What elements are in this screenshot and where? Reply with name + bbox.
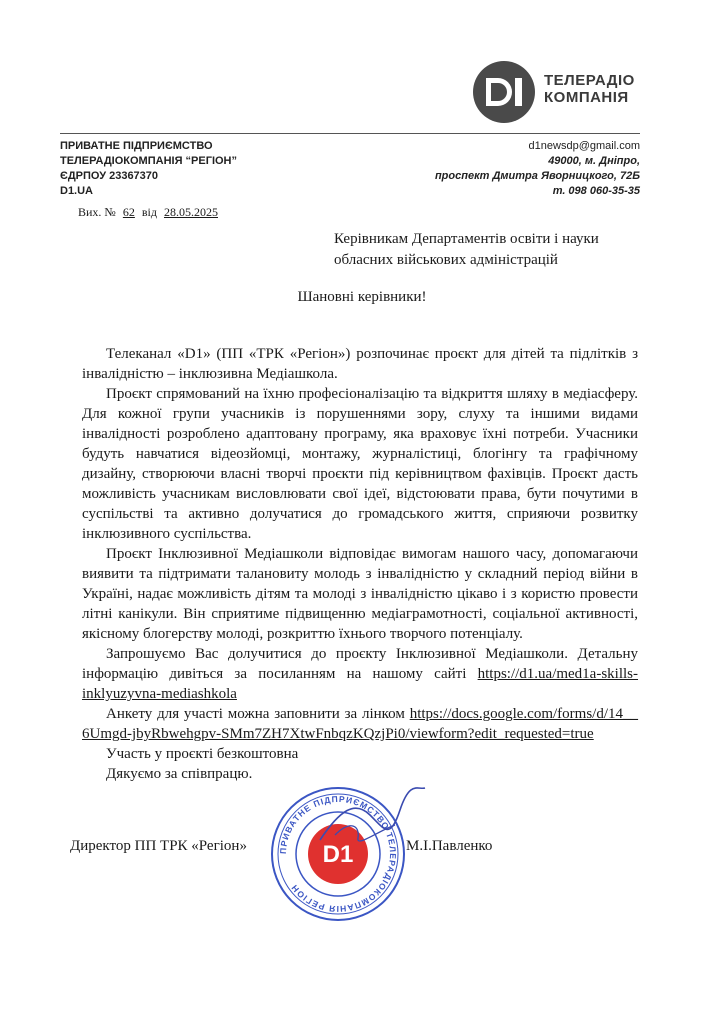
- paragraph-6: Участь у проєкті безкоштовна: [106, 746, 299, 762]
- contact-email[interactable]: d1newsdp@gmail.com: [528, 140, 640, 152]
- paragraph-4-text: Запрошуємо Вас долучитися до проєкту Інклюзивної Медіашколи. Детальну інформацію дивіться за посиланням на нашому сайті: [82, 646, 638, 682]
- website-link[interactable]: https://d1.ua/med1a-skills-inklyuzyvna-mediashkola: [82, 666, 639, 702]
- paragraph-5-text: Анкету для участі можна заповнити за лінком: [106, 706, 405, 722]
- company-edrpou: ЄДРПОУ 23367370: [60, 170, 159, 182]
- d1-logo-icon: [472, 60, 536, 124]
- company-logo: [472, 60, 652, 124]
- form-link[interactable]: https://docs.google.com/forms/d/14__6Umgd-jbyRbwehgpv-SMm7ZH7XtwFnbqzKQzjPi0/viewform?edit_requested=true: [82, 706, 639, 742]
- paragraph-7: Дякуємо за співпрацю.: [106, 766, 253, 782]
- letter-body: [82, 344, 638, 784]
- addressee-line-2: обласних військових адміністрацій: [334, 252, 558, 268]
- greeting: Шановні керівники!: [297, 289, 427, 305]
- contact-phone: т. 098 060-35-35: [552, 185, 640, 197]
- logo-line-2: КОМПАНІЯ: [544, 89, 629, 106]
- company-name: ТЕЛЕРАДІОКОМПАНІЯ “РЕГІОН”: [60, 155, 237, 167]
- outgoing-label: Вих. №: [78, 205, 116, 219]
- company-site: D1.UA: [60, 185, 94, 197]
- stamp-ring-text: ПРИВАТНЕ ПІДПРИЄМСТВО ТЕЛЕРАДІОКОМПАНІЯ РЕГІОН: [277, 793, 399, 915]
- header-divider: [60, 133, 640, 134]
- company-requisites: [60, 139, 237, 199]
- contact-city: 49000, м. Дніпро,: [548, 155, 640, 167]
- paragraph-5: [82, 704, 638, 744]
- paragraph-3: Проєкт Інклюзивної Медіашколи відповідає вимогам нашого часу, допомагаючи виявити та підтримати талановиту молодь з інвалідністю у складний період війни в Україні, надає можливість дітям та молоді з інвалідністю цікаво і з користю провести літні канікули. Він сприятиме підвищенню медіаграмотності, соціальної активності, якісному блогерству молоді, розкриттю їхнього творчого потенціалу.: [82, 546, 638, 642]
- date-label: від: [141, 205, 157, 219]
- addressee: [334, 229, 599, 271]
- paragraph-1: Телеканал «D1» (ПП «ТРК «Регіон») розпочинає проєкт для дітей та підлітків з інвалідністю – інклюзивна Медіашкола.: [82, 346, 638, 382]
- signatory-title: Директор ПП ТРК «Регіон»: [70, 838, 247, 854]
- company-type: ПРИВАТНЕ ПІДПРИЄМСТВО: [60, 140, 213, 152]
- logo-line-1: ТЕЛЕРАДІО: [544, 72, 635, 89]
- signatory-name: М.І.Павленко: [406, 838, 493, 854]
- outgoing-date: 28.05.2025: [163, 205, 218, 219]
- addressee-line-1: Керівникам Департаментів освіти і науки: [334, 231, 599, 247]
- logo-wordmark: [544, 72, 635, 106]
- outgoing-value: 62: [122, 205, 135, 219]
- paragraph-2: Проєкт спрямований на їхню професіоналізацію та відкриття шляху в медіасферу. Для кожної групи учасників із порушеннями зору, слуху та іншими видами інвалідності розроблено адаптовану програму, яка враховує їхні потреби. Учасники будуть навчатися відеозйомці, монтажу, журналістиці, блогінгу та графічному дизайну, створюючи власні творчі проєкти під керівництвом фахівців. Проєкт дасть можливість учасникам висловлювати свої ідеї, відстоювати права, бути почутими в суспільстві та активно долучатися до громадського життя, сприяючи розвитку інклюзивного суспільства.: [82, 386, 638, 542]
- paragraph-4: [82, 644, 638, 704]
- stamp-center-text: D1: [322, 841, 354, 868]
- company-contacts: [435, 139, 640, 199]
- contact-street: проспект Дмитра Яворницкого, 72Б: [434, 170, 640, 182]
- outgoing-number: [78, 205, 222, 220]
